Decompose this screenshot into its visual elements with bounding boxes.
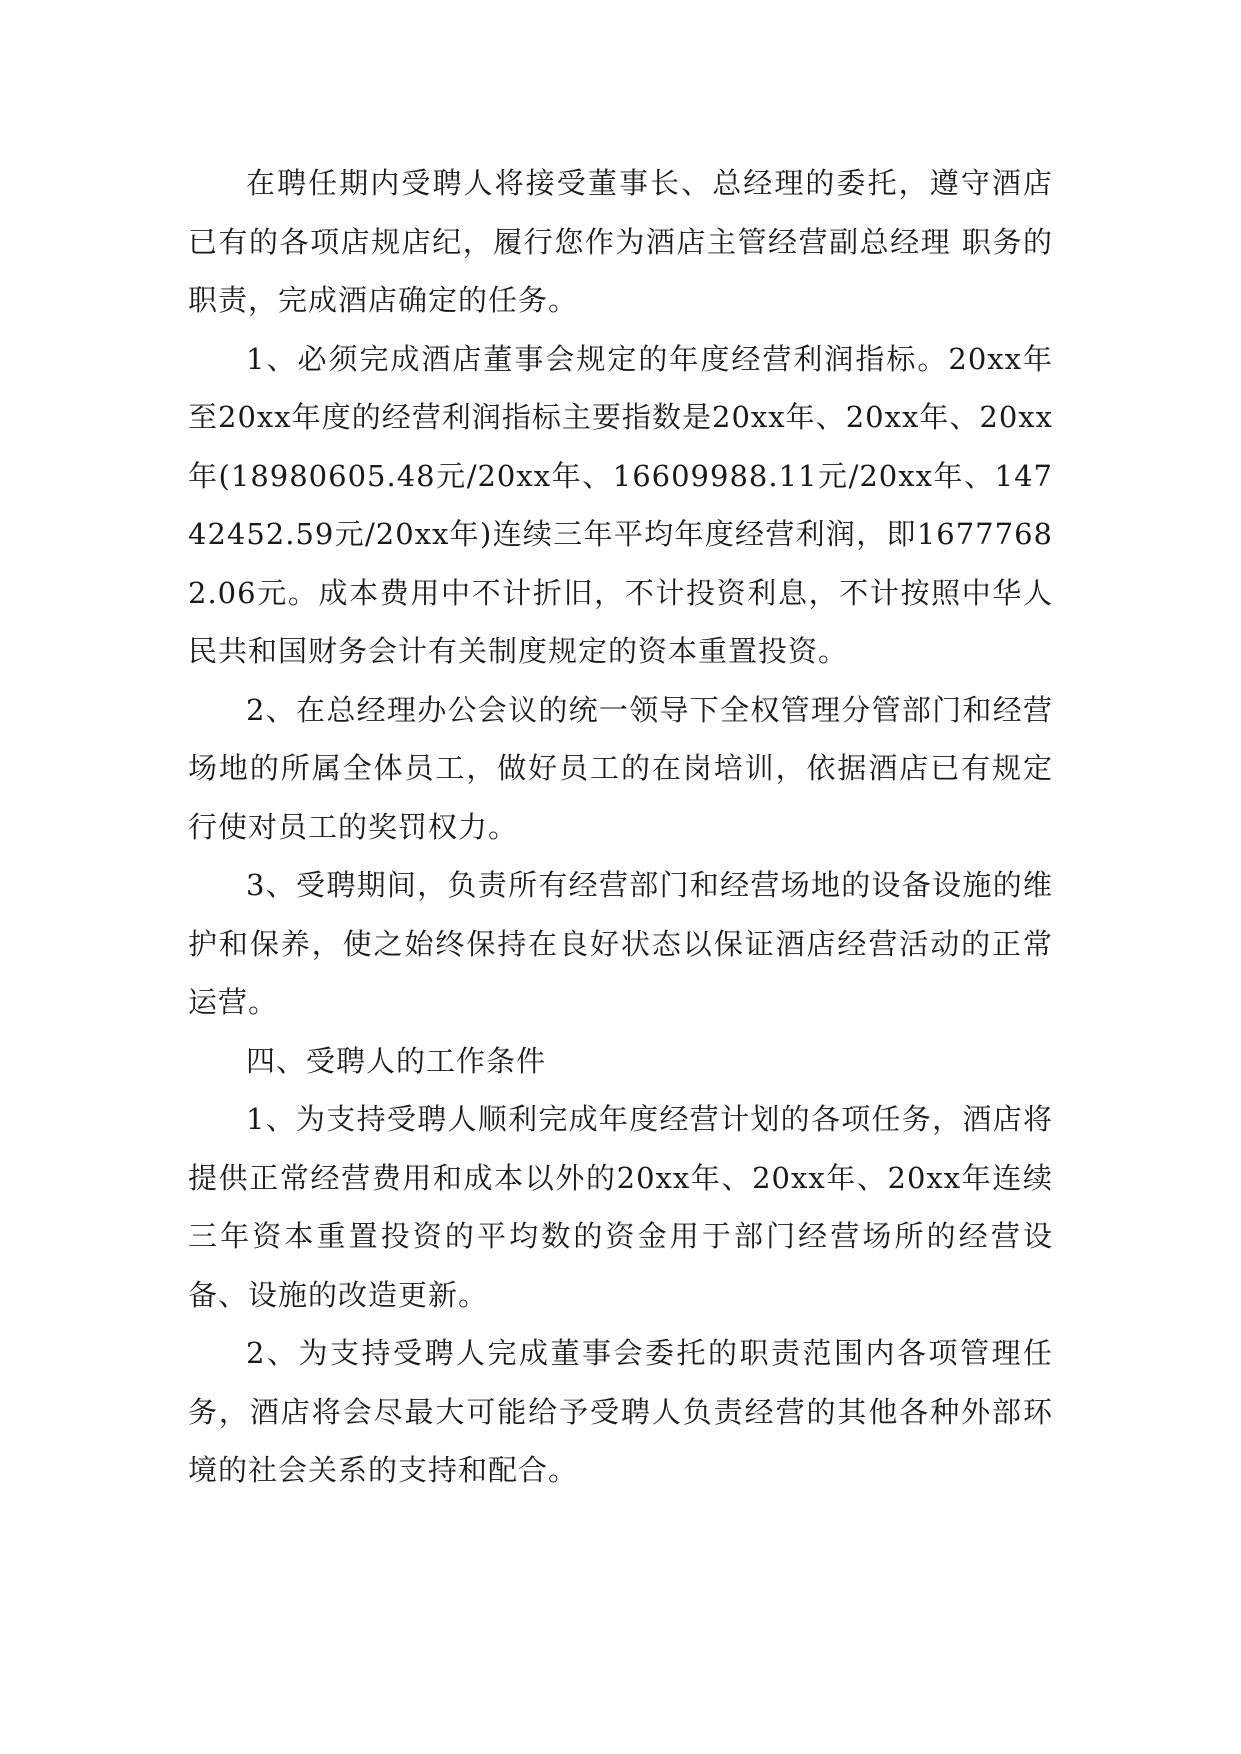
paragraph-equipment-maintenance: 3、受聘期间，负责所有经营部门和经营场地的设备设施的维护和保养，使之始终保持在良好状态以保证酒店经营活动的正常运营。 bbox=[188, 868, 1053, 1019]
document-body bbox=[188, 154, 1053, 1500]
paragraph-capital-support: 1、为支持受聘人顺利完成年度经营计划的各项任务，酒店将提供正常经营费用和成本以外的20xx年、20xx年、20xx年连续三年资本重置投资的平均数的资金用于部门经营场所的经营设备、设施的改造更新。 bbox=[188, 1102, 1053, 1312]
paragraph-profit-target: 1、必须完成酒店董事会规定的年度经营利润指标。20xx年至20xx年度的经营利润指标主要指数是20xx年、20xx年、20xx年(18980605.48元/20xx年、16609988.11元/20xx年、14742452.59元/20xx年)连续三年平均年度经营利润，即16777682.06元。成本费用中不计折旧，不计投资利息，不计按照中华人民共和国财务会计有关制度规定的资本重置投资。 bbox=[188, 341, 1053, 668]
section-heading-working-conditions: 四、受聘人的工作条件 bbox=[246, 1043, 547, 1078]
paragraph-appointment-duties: 在聘任期内受聘人将接受董事长、总经理的委托，遵守酒店已有的各项店规店纪，履行您作为酒店主管经营副总经理 职务的职责，完成酒店确定的任务。 bbox=[188, 166, 1053, 317]
paragraph-external-support: 2、为支持受聘人完成董事会委托的职责范围内各项管理任务，酒店将会尽最大可能给予受聘人负责经营的其他各种外部环境的社会关系的支持和配合。 bbox=[188, 1336, 1053, 1487]
paragraph-staff-management: 2、在总经理办公会议的统一领导下全权管理分管部门和经营场地的所属全体员工，做好员工的在岗培训，依据酒店已有规定行使对员工的奖罚权力。 bbox=[188, 692, 1053, 844]
